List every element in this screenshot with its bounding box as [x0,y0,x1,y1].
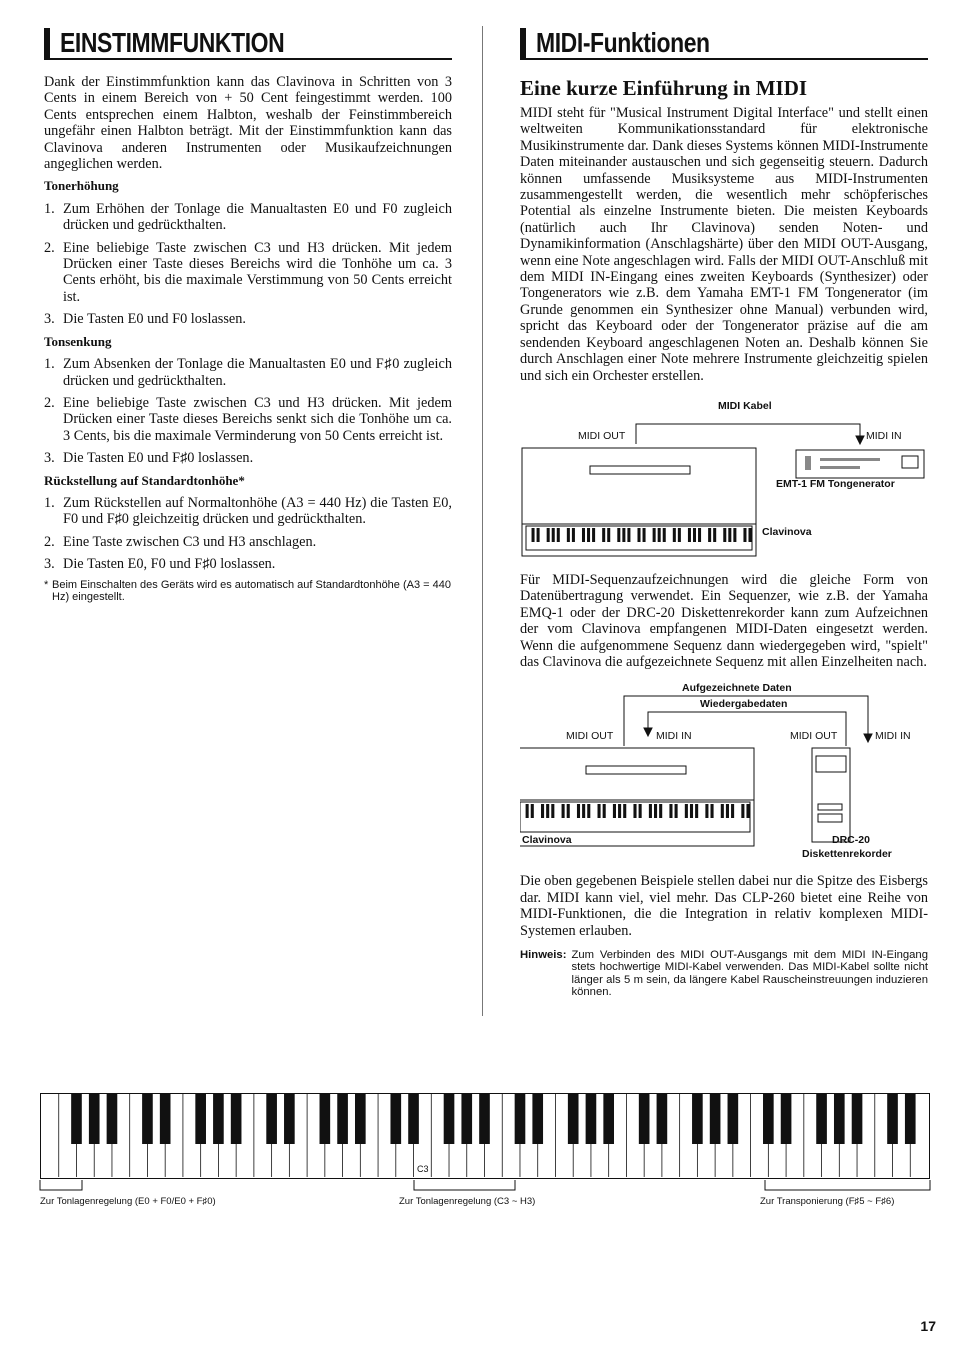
column-divider [482,26,483,1016]
drc20-label: DRC-20 [832,834,870,847]
section-reset [44,473,452,573]
mini-black-key [726,804,729,818]
list-item: 1. Zum Absenken der Tonlage die Manualtasten E0 und F♯0 zugleich drücken und gedrückthalten. [44,356,452,389]
clavinova-label-1: Clavinova [762,525,812,538]
midi-diagram-tongenerator [520,394,928,564]
footnote-mark: * [44,578,49,591]
footnote [44,579,452,603]
black-key [266,1094,277,1144]
lower-heading: Tonsenkung [44,333,112,349]
black-key [781,1094,792,1144]
mini-black-key [685,804,688,818]
list-item: 1. Zum Rückstellen auf Normaltonhöhe (A3 = 440 Hz) die Tasten E0, F0 und F♯0 gleichzeitig drücken und gedrückthalten. [44,494,452,528]
clavinova-label-2: Clavinova [522,834,572,847]
mini-black-key [663,528,666,542]
midi-in-label: MIDI IN [866,429,902,442]
black-key [657,1094,668,1144]
mini-black-key [567,804,570,818]
keyboard-diagram [40,1093,930,1179]
range-label-tuning-low: Zur Tonlagenregelung (E0 + F0/E0 + F♯0) [40,1196,216,1207]
black-key [905,1094,916,1144]
mini-black-key [721,804,724,818]
right-column [520,22,928,999]
mini-black-key [675,804,678,818]
black-key [213,1094,224,1144]
mini-black-key [639,804,642,818]
lower-steps [44,356,452,466]
page-number: 17 [920,1318,936,1334]
black-key [107,1094,118,1144]
black-key [816,1094,827,1144]
mini-black-key [592,528,595,542]
raise-steps [44,201,452,328]
mini-black-key [618,804,621,818]
list-item: 1. Zum Erhöhen der Tonlage die Manualtasten E0 und F0 zugleich drücken und gedrückthalten. [44,200,452,234]
section-title-midi [520,22,928,60]
title-bar-mark [520,28,526,58]
mini-black-key [613,804,616,818]
midi-in-label-1: MIDI IN [656,730,692,743]
hint-label: Hinweis: [520,948,567,961]
black-key [284,1094,295,1144]
raise-heading: Tonerhöhung [44,178,119,194]
section-raise [44,178,452,327]
mini-black-key [698,528,701,542]
mini-black-key [627,528,630,542]
tuning-title: EINSTIMMFUNKTION [60,27,285,58]
black-key [515,1094,526,1144]
mini-black-key [607,528,610,542]
mini-black-key [602,528,605,542]
midi-summary: Die oben gegebenen Beispiele stellen dabei nur die Spitze des Eisbergs dar. MIDI kann viel, viel mehr. Das CLP-260 bietet eine Reihe von MIDI-Funktionen, die die Integration in relativ komplexen MIDI-Systemen erlauben. [520,873,928,939]
black-key [195,1094,206,1144]
black-key [692,1094,703,1144]
mini-black-key [693,528,696,542]
mini-black-key [643,528,646,542]
range-label-tuning-mid: Zur Tonlagenregelung (C3 ~ H3) [399,1196,536,1207]
mini-black-key [728,528,731,542]
mini-black-key [649,804,652,818]
c3-key-label: C3 [417,1164,429,1174]
midi-sequencing: Für MIDI-Sequenzaufzeichnungen wird die gleiche Form von Datenübertragung verwendet. Ein Sequenzer, wie z.B. der Yamaha EMQ-1 oder der DRC-20 Diskettenrekorder kann zum Aufzeichnen der vom Clavinova empfangenen MIDI-Daten eingesetzt werden. Wenn die aufgenommene Sequenz dann wiedergegeben wird, "spielt" das Clavinova die aufgezeichnete Sequenz mit allen Einzelheiten nach. [520,571,928,670]
mini-black-key [598,804,601,818]
midi-title: MIDI-Funktionen [536,27,710,58]
mini-black-key [748,528,751,542]
tuning-intro: Dank der Einstimmfunktion kann das Clavinova in Schritten von 3 Cents in einem Bereich von + 50 Cent feingestimmt werden. 100 Cents entsprechen einem Halbton, weshalb der Feinstimmbereich ungefähr einen Halbton beträgt. Mit der Einstimmfunktion kann das Clavinova anderen Instrumenten oder Musikaufzeichnungen angeglichen werden. [44,74,452,173]
mini-black-key [733,528,736,542]
black-key [461,1094,472,1144]
midi-intro: MIDI steht für "Musical Instrument Digital Interface" und stellt einen weltweiten Kommunikationsstandard für elektronische Musikinstrumente dar. Dank dieses Systems können MIDI-Instrumente Daten miteinander austauschen und sich gegenseitig steuern. Dadurch können umfassende Musiksysteme aus MIDI-Instrumenten zusammengestellt werden, die wesentlich mehr schöpferisches Potential als einzelne Instrumente bieten. Die meisten Keyboards (natürlich auch Ihr Clavinova) senden Noten- und Dynamikinformation (Anschlagshärte) über den MIDI OUT-Ausgang, wenn eine Note angeschlagen wird. Falls der MIDI OUT-Anschluß mit dem MIDI IN-Eingang eines zweiten Keyboards (Synthesizer) oder Tongenerators wie z.B. dem Yamaha EMT-1 FM Tongenerator (im Grunde genommen ein Synthesizer ohne Manual) verbunden wird, spricht das Keyboard oder der Tongenerator präzise auf die am sendenden Keyboard angeschlagenen Noten an. Deshalb können Sie durch Anschlagen einer Note mehrere Instrumente gleichzeitig spielen und sich ein Orchester erstellen. [520,105,928,384]
mini-black-key [653,528,656,542]
footnote-text: Beim Einschalten des Geräts wird es automatisch auf Standardtonhöhe (A3 = 440 Hz) eingestellt. [52,578,451,603]
mini-black-key [557,528,560,542]
midi-subtitle: Eine kurze Einführung in MIDI [520,76,808,100]
black-key [479,1094,490,1144]
mini-black-key [731,804,734,818]
mini-black-key [562,804,565,818]
mini-black-key [572,528,575,542]
mini-black-key [723,528,726,542]
midi-out-label-1: MIDI OUT [566,730,614,743]
black-key [852,1094,863,1144]
keyboard-keys [41,1094,928,1177]
hint-note [520,949,928,999]
black-key [887,1094,898,1144]
reset-steps [44,495,452,573]
midi-in-label-2: MIDI IN [875,730,911,743]
midi-out-label: MIDI OUT [578,429,626,442]
black-key [408,1094,419,1144]
black-key [586,1094,597,1144]
list-item: 2. Eine beliebige Taste zwischen C3 und H3 drücken. Mit jedem Drücken einer Taste dieses Bereichs wird die Tonhöhe um ca. 3 Cents erhöht, bis die maximale Verstimmung von 50 Cents erreicht ist. [44,239,452,305]
black-key [320,1094,331,1144]
list-item: 3. Die Tasten E0 und F♯0 loslassen. [44,450,254,467]
mini-black-key [541,804,544,818]
mini-black-key [567,528,570,542]
black-key [444,1094,455,1144]
mini-black-key [708,528,711,542]
mini-black-key [622,528,625,542]
mini-black-key [688,528,691,542]
black-key [710,1094,721,1144]
mini-black-key [669,804,672,818]
mini-black-key [633,804,636,818]
playback-data-label: Wiedergabedaten [700,698,788,711]
mini-black-key [713,528,716,542]
mini-black-key [658,528,661,542]
midi-cable-label: MIDI Kabel [718,399,772,412]
mini-black-key [659,804,662,818]
black-key [603,1094,614,1144]
black-key [89,1094,100,1144]
mini-black-key [690,804,693,818]
mini-black-key [617,528,620,542]
reset-heading: Rückstellung auf Standardtonhöhe* [44,472,245,488]
list-item: 2. Eine Taste zwischen C3 und H3 anschlagen. [44,533,317,550]
black-key [231,1094,242,1144]
mini-black-key [746,804,749,818]
black-key [337,1094,348,1144]
list-item: 3. Die Tasten E0 und F0 loslassen. [44,311,246,328]
mini-black-key [552,528,555,542]
mini-black-key [551,804,554,818]
mini-black-key [587,528,590,542]
mini-black-key [705,804,708,818]
mini-black-key [587,804,590,818]
mini-black-key [711,804,714,818]
mini-black-key [695,804,698,818]
mini-black-key [741,804,744,818]
black-key [728,1094,739,1144]
black-key [71,1094,82,1144]
black-key [390,1094,401,1144]
mini-black-key [673,528,676,542]
black-key [355,1094,366,1144]
mini-black-key [654,804,657,818]
black-key [568,1094,579,1144]
section-lower [44,334,452,467]
list-item: 2. Eine beliebige Taste zwischen C3 und H3 drücken. Mit jedem Drücken einer Taste dieses Bereichs senkt sich die Tonhöhe um ca. 3 Cents, bis die maximale Verminderung von 50 Cents erreicht ist. [44,394,452,444]
hint-text: Zum Verbinden des MIDI OUT-Ausgangs mit dem MIDI IN-Eingang stets hochwertige MIDI-Kabel verwenden. Das MIDI-Kabel sollte nicht länger als 5 m sein, da längere Kabel Rauscheinstreuungen induzieren können. [571,948,928,999]
mini-black-key [582,528,585,542]
mini-black-key [577,804,580,818]
mini-black-key [743,528,746,542]
mini-black-key [582,804,585,818]
recorded-data-label: Aufgezeichnete Daten [682,682,792,695]
title-bar-mark [44,28,50,58]
mini-black-key [623,804,626,818]
mini-black-key [637,528,640,542]
mini-black-key [537,528,540,542]
mini-black-key [678,528,681,542]
black-key [763,1094,774,1144]
mini-black-key [603,804,606,818]
list-item: 3. Die Tasten E0, F0 und F♯0 loslassen. [44,556,276,573]
section-title-tuning [44,22,452,60]
left-column [44,22,452,603]
black-key [142,1094,153,1144]
mini-black-key [546,804,549,818]
mini-black-key [531,804,534,818]
emt-label: EMT-1 FM Tongenerator [776,477,895,490]
black-key [639,1094,650,1144]
range-label-transpose: Zur Transponierung (F♯5 ~ F♯6) [760,1196,895,1207]
midi-diagram-recorder [520,678,928,863]
black-key [160,1094,171,1144]
mini-black-key [532,528,535,542]
black-key [532,1094,543,1144]
mini-black-key [547,528,550,542]
drc20-desc: Diskettenrekorder [802,848,892,861]
black-key [834,1094,845,1144]
mini-black-key [526,804,529,818]
midi-out-label-2: MIDI OUT [790,730,838,743]
